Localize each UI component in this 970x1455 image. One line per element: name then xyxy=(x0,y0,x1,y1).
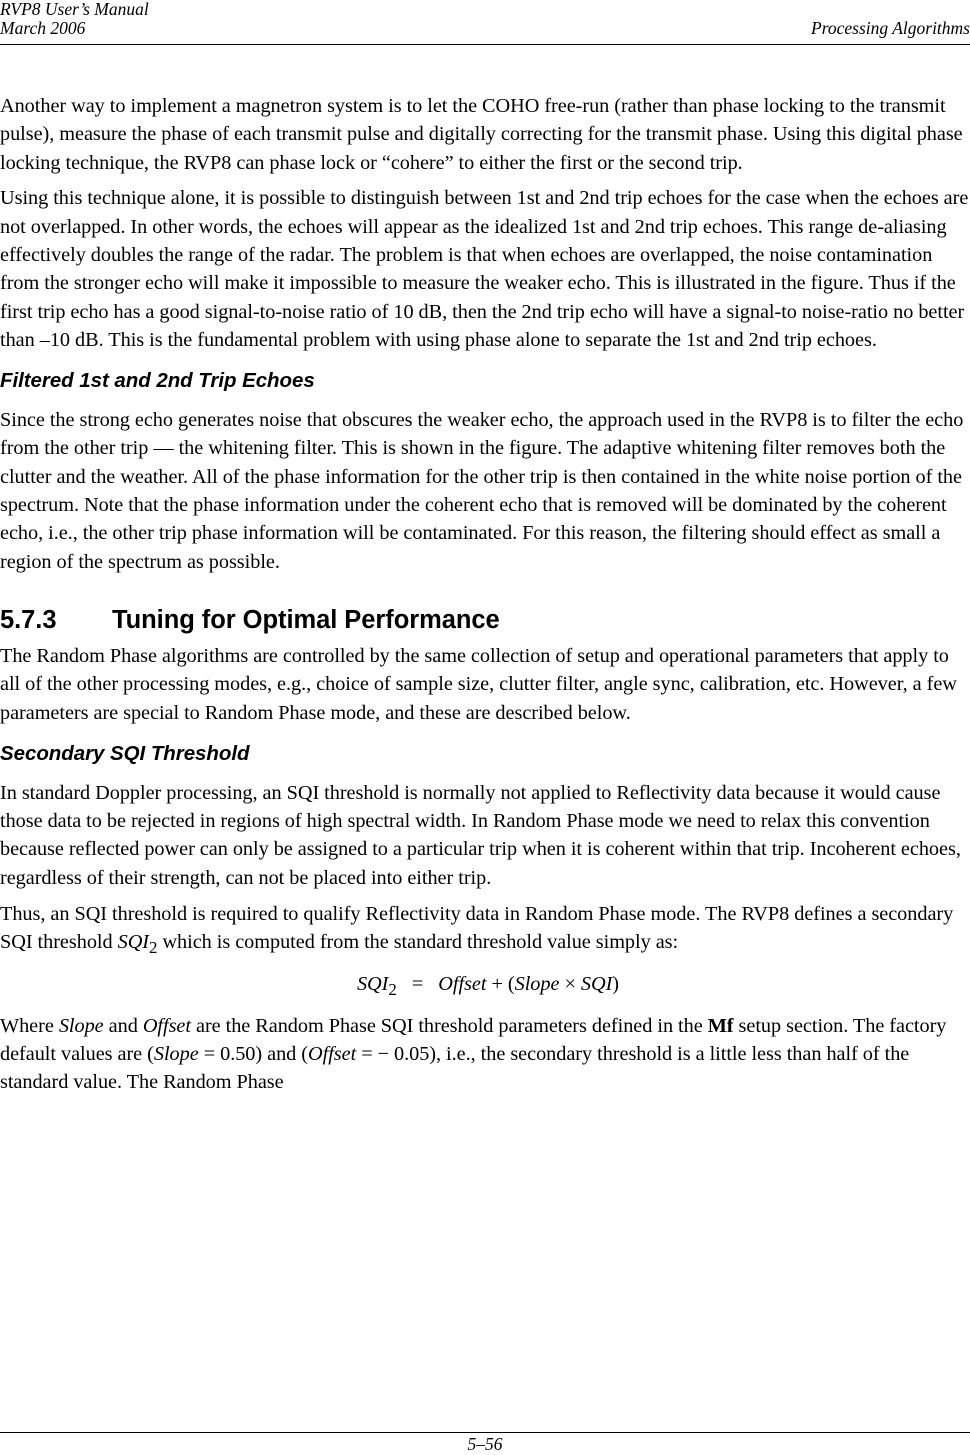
section-heading xyxy=(0,604,970,636)
manual-date: March 2006 xyxy=(0,18,86,38)
page-footer xyxy=(0,1432,970,1454)
page-number: 5–56 xyxy=(467,1434,503,1454)
subheading-filtered-echoes: Filtered 1st and 2nd Trip Echoes xyxy=(0,369,315,393)
paragraph-whitening-filter: Since the strong echo generates noise that obscures the weaker echo, the approach used in the RVP8 is to filter the echo from the other trip — the whitening filter. This is shown in the figure. The adaptive whitening filter removes both the clutter and the weather. All of the phase information for the other trip is then contained in the white noise portion of the spectrum. Note that the phase information under the coherent echo that is removed will be dominated by the coherent echo, i.e., the other trip phase information will be contaminated. For this reason, the filtering should effect as small a region of the spectrum as possible. xyxy=(0,409,964,573)
paragraph-defaults: Where Slope and Offset are the Random Phase SQI threshold parameters defined in the Mf setup section. The factory default values are (Slope = 0.50) and (Offset = − 0.05), i.e., the secondary threshold is a little less than half of the standard value. The Random Phase xyxy=(0,1014,947,1094)
chapter-title: Processing Algorithms xyxy=(811,18,970,38)
header-left xyxy=(0,0,149,38)
paragraph-secondary-sqi: Thus, an SQI threshold is required to qualify Reflectivity data in Random Phase mode. The RVP8 defines a secondary SQI threshold $SQI_2$ which is computed from the standard threshold value simply as: xyxy=(0,902,954,957)
page-body xyxy=(0,92,970,1104)
paragraph-random-phase: The Random Phase algorithms are controlled by the same collection of setup and operational parameters that apply to all of the other processing modes, e.g., choice of sample size, clutter filter, angle sync, calibration, etc. However, a few parameters are special to Random Phase mode, and these are described below. xyxy=(0,644,957,724)
sqi2-variable: SQI xyxy=(117,930,150,953)
sqi2-equation: $SQI_2$ = Offset + (Slope × SQI) xyxy=(356,972,620,999)
paragraph-sqi-threshold: In standard Doppler processing, an SQI threshold is normally not applied to Reflectivity data because it would cause those data to be rejected in regions of high spectral width. In Random Phase mode we need to relax this convention because reflected power can only be assigned to a particular trip when it is coherent within that trip. Incoherent echoes, regardless of their strength, can not be placed into either trip. xyxy=(0,781,961,889)
subheading-secondary-sqi: Secondary SQI Threshold xyxy=(0,741,250,765)
manual-title: RVP8 User’s Manual xyxy=(0,0,149,19)
page-header xyxy=(0,0,970,45)
section-title: Tuning for Optimal Performance xyxy=(112,605,500,634)
paragraph-technique: Using this technique alone, it is possible to distinguish between 1st and 2nd trip echoes for the case when the echoes are not overlapped. In other words, the echoes will appear as the idealized 1st and 2nd trip echoes. This range de-aliasing effectively doubles the range of the radar. The problem is that when echoes are overlapped, the noise contamination from the stronger echo will make it impossible to measure the weaker echo. This is illustrated in the figure. Thus if the first trip echo has a good signal-to-noise ratio of 10 dB, then the 2nd trip echo will have a signal-to noise-ratio no better than –10 dB. This is the fundamental problem with using phase alone to separate the 1st and 2nd trip echoes. xyxy=(0,187,969,351)
section-number: 5.7.3 xyxy=(0,605,57,634)
paragraph-coho: Another way to implement a magnetron system is to let the COHO free-run (rather than phase locking to the transmit pulse), measure the phase of each transmit pulse and digitally correcting for the transmit phase. Using this digital phase locking technique, the RVP8 can phase lock or “cohere” to either the first or the second trip. xyxy=(0,95,963,174)
